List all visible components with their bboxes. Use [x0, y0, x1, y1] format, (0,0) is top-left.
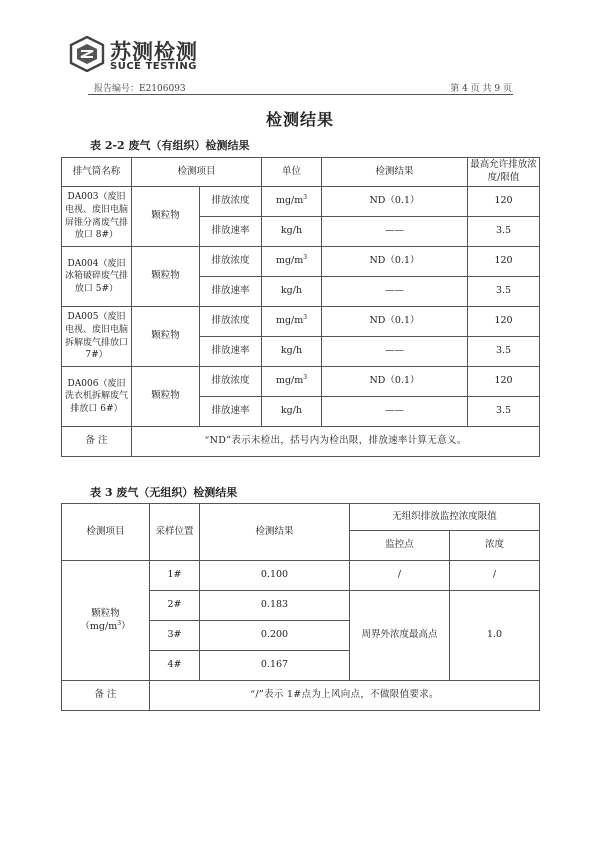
- company-logo-icon: [68, 36, 106, 72]
- table-header-row: [62, 158, 540, 187]
- source-name: DA003（废旧电视、废旧电脑屏锥分离废气排放口 8#）: [62, 187, 132, 247]
- organized-emission-table: [61, 157, 540, 457]
- header-divider: [88, 94, 513, 95]
- limit-value: /: [450, 561, 540, 591]
- limit-value: 3.5: [468, 277, 540, 307]
- unit-base: （mg/m: [80, 620, 118, 632]
- result-value: 0.183: [200, 591, 350, 621]
- source-name: DA005（废旧电视、废旧电脑拆解废气排放口 7#）: [62, 307, 132, 367]
- brand-name-en: SUCE TESTING: [110, 61, 197, 72]
- result-value: ND（0.1）: [322, 187, 468, 217]
- item-name: 排放速率: [200, 217, 262, 247]
- page-title: 检测结果: [265, 110, 334, 129]
- unit-cell: [262, 397, 322, 427]
- unit-cell: [262, 337, 322, 367]
- unit-cell: [262, 187, 322, 217]
- result-value: 0.200: [200, 621, 350, 651]
- table-header-row: [62, 504, 540, 531]
- header-unit: 单位: [262, 158, 322, 187]
- item-unit: [64, 621, 147, 634]
- note-label: 备 注: [62, 681, 150, 711]
- result-value: ——: [322, 217, 468, 247]
- table1-title: 表 2-2 废气（有组织）检测结果: [90, 139, 250, 152]
- limit-value: 120: [468, 247, 540, 277]
- result-value: ——: [322, 277, 468, 307]
- unit-close: ）: [121, 620, 131, 632]
- header-item: 检测项目: [132, 158, 262, 187]
- unit-base: kg/h: [280, 405, 303, 417]
- header-concentration: 浓度: [450, 531, 540, 561]
- result-value: ND（0.1）: [322, 367, 468, 397]
- position-value: 4#: [150, 651, 200, 681]
- unit-base: kg/h: [280, 285, 303, 297]
- note-text: “/”表示 1#点为上风向点，不做限值要求。: [150, 681, 540, 711]
- result-value: ——: [322, 337, 468, 367]
- unit-superscript: 3: [117, 619, 122, 627]
- unit-base: kg/h: [280, 225, 303, 237]
- unit-base: mg/m: [275, 195, 304, 207]
- limit-value: 120: [468, 367, 540, 397]
- limit-value: 1.0: [450, 591, 540, 681]
- header-source: 排气筒名称: [62, 158, 132, 187]
- result-value: ——: [322, 397, 468, 427]
- result-value: ND（0.1）: [322, 247, 468, 277]
- table-note-row: [62, 427, 540, 457]
- item-name: 排放浓度: [200, 247, 262, 277]
- position-value: 2#: [150, 591, 200, 621]
- unit-base: mg/m: [275, 375, 304, 387]
- table-note-row: [62, 681, 540, 711]
- unit-cell: [262, 367, 322, 397]
- table-row: [62, 187, 540, 217]
- header-monitor-point: 监控点: [350, 531, 450, 561]
- unit-superscript: 3: [303, 193, 308, 201]
- table-row: [62, 367, 540, 397]
- note-label: 备 注: [62, 427, 132, 457]
- table-row: [62, 561, 540, 591]
- limit-value: 120: [468, 307, 540, 337]
- unit-base: mg/m: [275, 315, 304, 327]
- monitor-point-value: /: [350, 561, 450, 591]
- source-name: DA004（废旧冰箱破碎废气排放口 5#）: [62, 247, 132, 307]
- monitor-point-value: 周界外浓度最高点: [350, 591, 450, 681]
- result-value: ND（0.1）: [322, 307, 468, 337]
- header-limit-group: 无组织排放监控浓度限值: [350, 504, 540, 531]
- unit-superscript: 3: [303, 373, 308, 381]
- result-value: 0.167: [200, 651, 350, 681]
- report-number: 报告编号：E2106093: [94, 84, 186, 94]
- unit-base: mg/m: [275, 255, 304, 267]
- table-row: [62, 247, 540, 277]
- brand-name-cn: 苏测检测: [110, 40, 198, 64]
- item-name: 排放速率: [200, 277, 262, 307]
- unit-superscript: 3: [303, 253, 308, 261]
- page-number: 第 4 页 共 9 页: [450, 84, 512, 94]
- limit-value: 3.5: [468, 337, 540, 367]
- limit-value: 3.5: [468, 397, 540, 427]
- result-value: 0.100: [200, 561, 350, 591]
- limit-value: 120: [468, 187, 540, 217]
- unit-superscript: 3: [303, 313, 308, 321]
- header-item: 检测项目: [62, 504, 150, 561]
- unit-cell: [262, 247, 322, 277]
- pollutant-name: 颗粒物: [132, 247, 200, 307]
- pollutant-name: 颗粒物: [132, 187, 200, 247]
- source-name: DA006（废旧洗衣机拆解废气排放口 6#）: [62, 367, 132, 427]
- position-value: 1#: [150, 561, 200, 591]
- unit-cell: [262, 217, 322, 247]
- header-position: 采样位置: [150, 504, 200, 561]
- unorganized-emission-table: [61, 503, 540, 711]
- note-text: “ND”表示未检出，括号内为检出限，排放速率计算无意义。: [132, 427, 540, 457]
- table2-title: 表 3 废气（无组织）检测结果: [90, 486, 238, 499]
- item-name: 排放速率: [200, 397, 262, 427]
- item-cell: [62, 561, 150, 681]
- limit-value: 3.5: [468, 217, 540, 247]
- unit-cell: [262, 307, 322, 337]
- item-name: 排放浓度: [200, 187, 262, 217]
- position-value: 3#: [150, 621, 200, 651]
- header-result: 检测结果: [322, 158, 468, 187]
- pollutant-name: 颗粒物: [132, 307, 200, 367]
- header-result: 检测结果: [200, 504, 350, 561]
- item-name: 颗粒物: [91, 607, 120, 619]
- unit-base: kg/h: [280, 345, 303, 357]
- item-name: 排放浓度: [200, 367, 262, 397]
- item-name: 排放浓度: [200, 307, 262, 337]
- unit-cell: [262, 277, 322, 307]
- header-limit: 最高允许排放浓度/限值: [468, 158, 540, 187]
- item-name: 排放速率: [200, 337, 262, 367]
- table-row: [62, 307, 540, 337]
- pollutant-name: 颗粒物: [132, 367, 200, 427]
